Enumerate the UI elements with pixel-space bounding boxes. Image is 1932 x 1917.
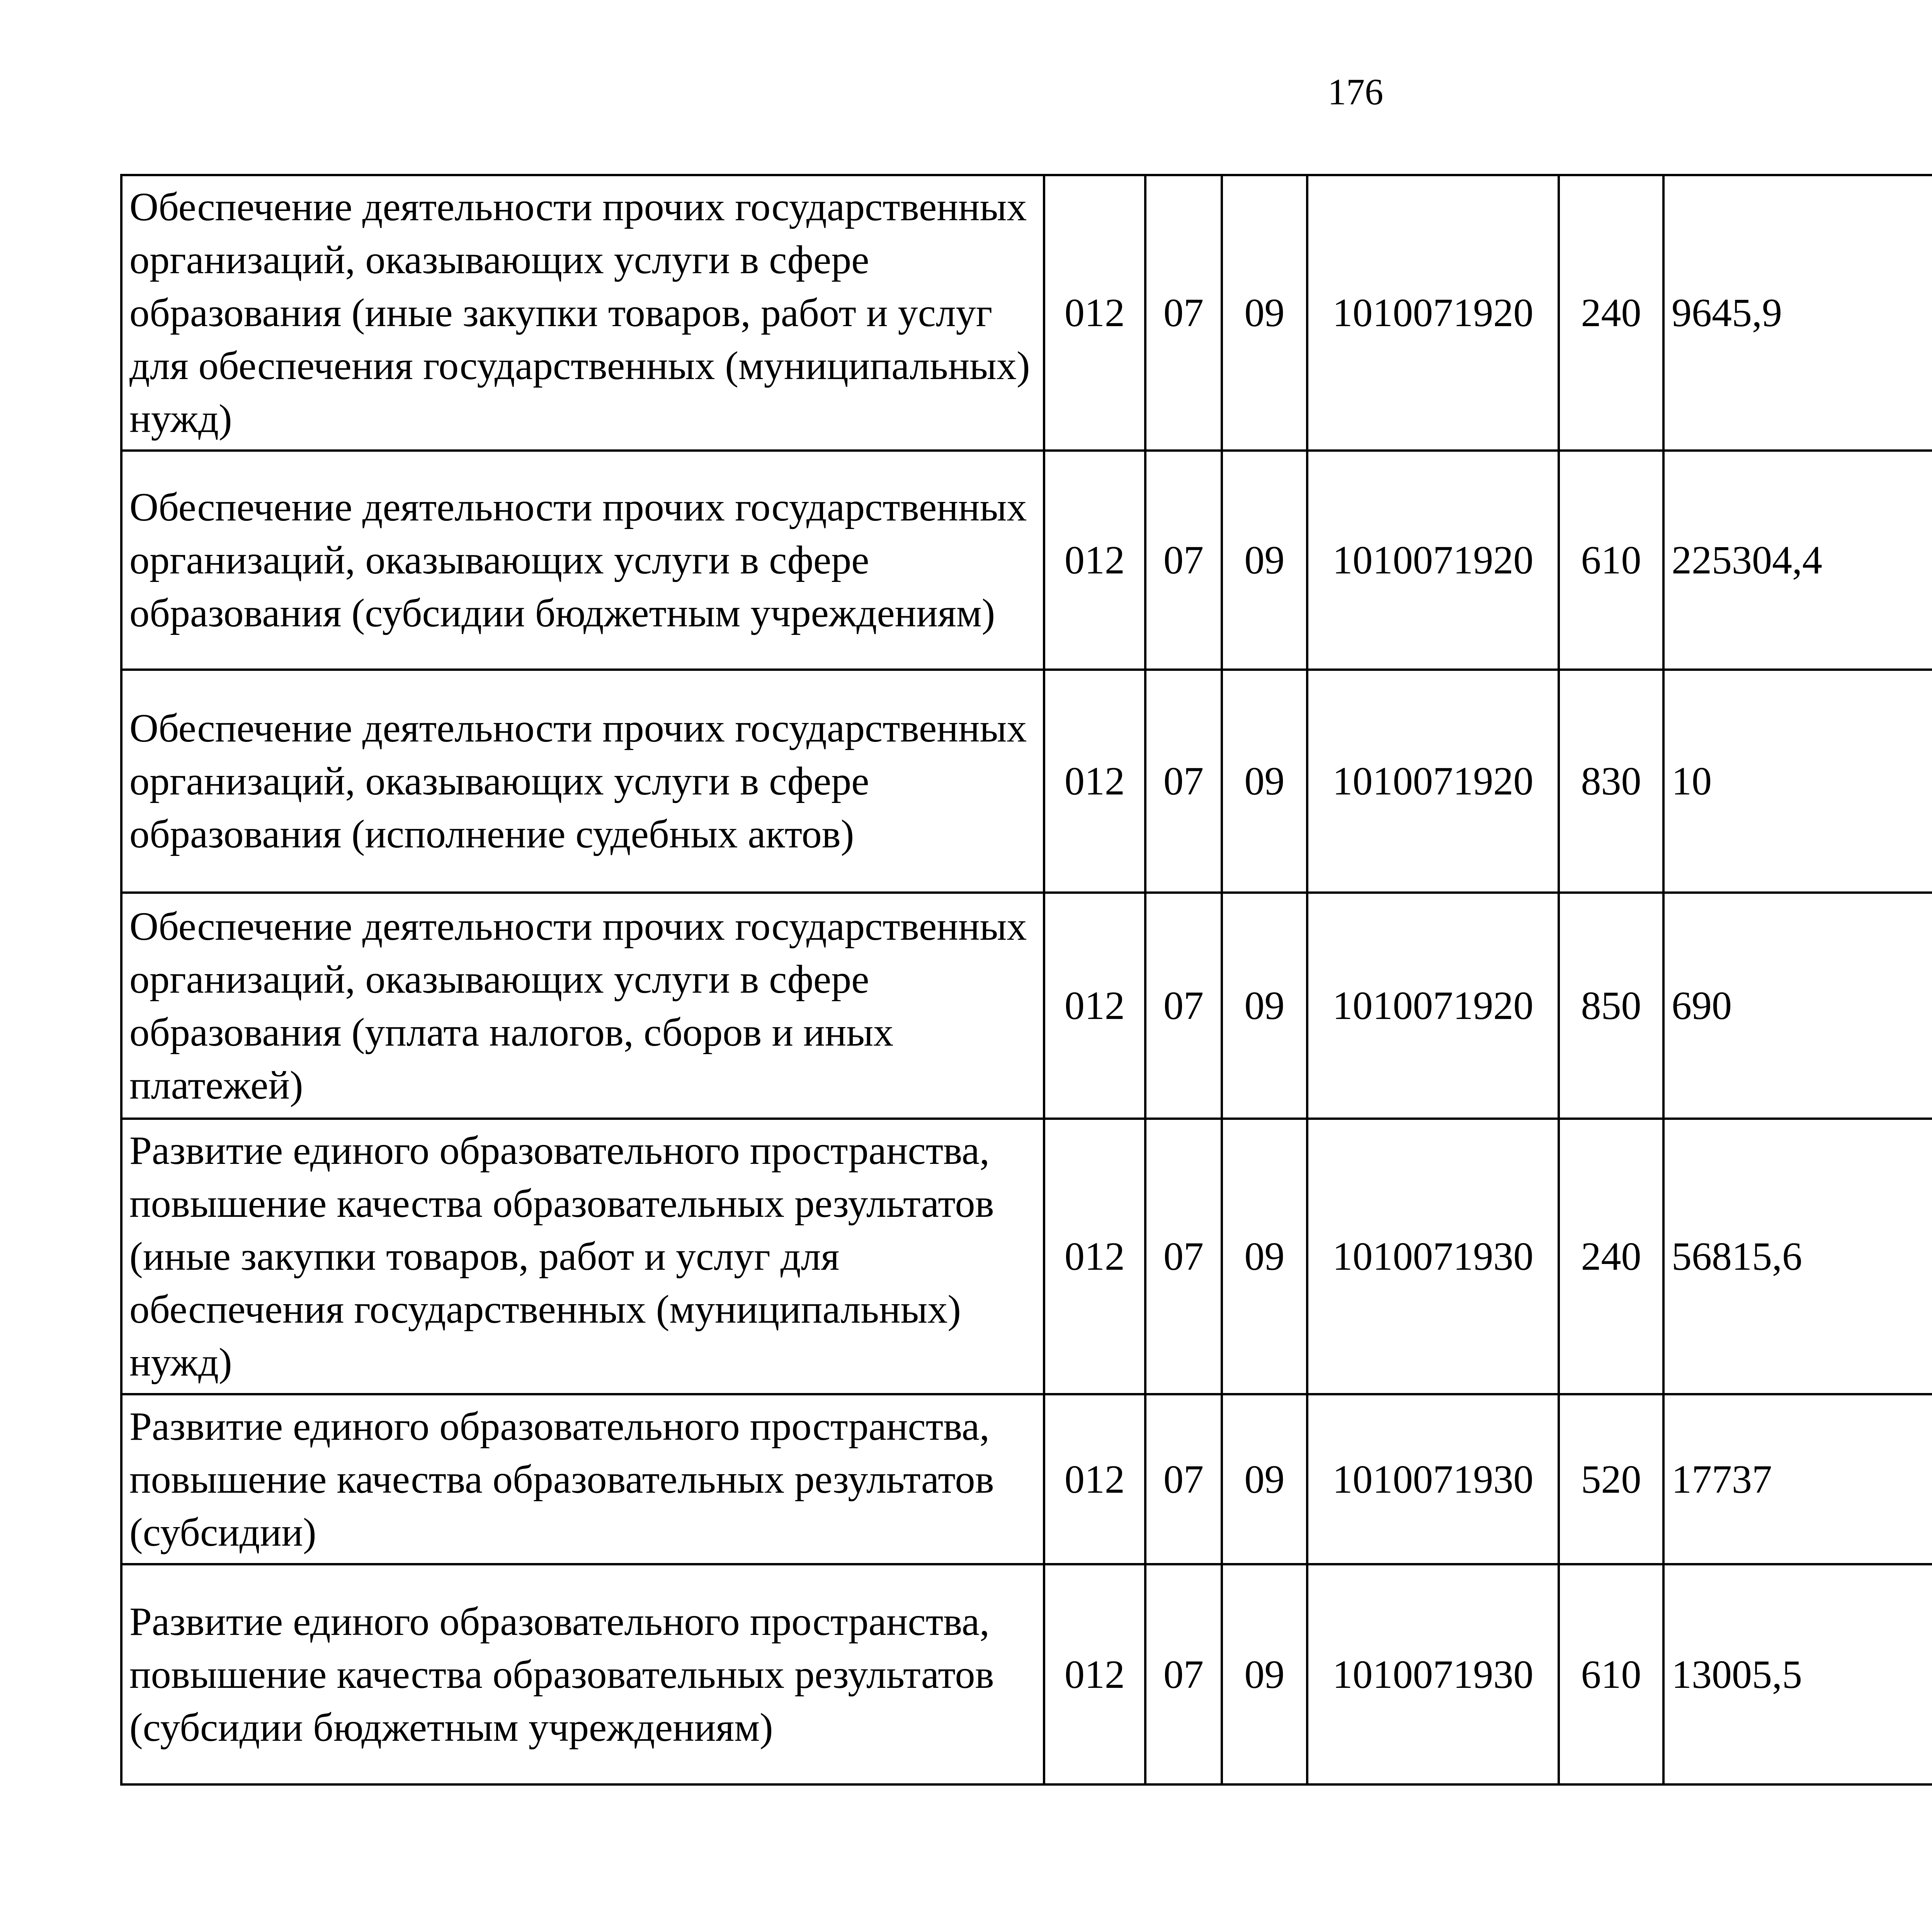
- row-description: Обеспечение деятельности прочих государственных организаций, оказывающих услуги в сфере образования (уплата налогов, сборов и иных платежей): [121, 893, 1044, 1119]
- section-code: 07: [1145, 1394, 1222, 1564]
- expense-type-code: 610: [1559, 1564, 1663, 1784]
- table-row: [121, 1564, 1932, 1784]
- target-item-code: 1010071920: [1307, 893, 1559, 1119]
- section-code: 07: [1145, 893, 1222, 1119]
- section-code: 07: [1145, 1119, 1222, 1394]
- row-description: Развитие единого образовательного пространства, повышение качества образовательных результатов (иные закупки товаров, работ и услуг для обеспечения государственных (муниципальных) нужд): [121, 1119, 1044, 1394]
- table-row: [121, 451, 1932, 670]
- subsection-code: 09: [1222, 670, 1307, 893]
- table-row: [121, 1394, 1932, 1564]
- section-code: 07: [1145, 175, 1222, 451]
- subsection-code: 09: [1222, 451, 1307, 670]
- section-code: 07: [1145, 1564, 1222, 1784]
- table-row: [121, 670, 1932, 893]
- ministry-code: 012: [1044, 893, 1145, 1119]
- subsection-code: 09: [1222, 1119, 1307, 1394]
- subsection-code: 09: [1222, 893, 1307, 1119]
- subsection-code: 09: [1222, 175, 1307, 451]
- budget-table: [120, 174, 1932, 1786]
- expense-type-code: 830: [1559, 670, 1663, 893]
- target-item-code: 1010071920: [1307, 451, 1559, 670]
- table-row: [121, 893, 1932, 1119]
- ministry-code: 012: [1044, 1394, 1145, 1564]
- ministry-code: 012: [1044, 1119, 1145, 1394]
- amount-1: 225304,4: [1663, 451, 1932, 670]
- subsection-code: 09: [1222, 1394, 1307, 1564]
- ministry-code: 012: [1044, 175, 1145, 451]
- ministry-code: 012: [1044, 1564, 1145, 1784]
- ministry-code: 012: [1044, 451, 1145, 670]
- subsection-code: 09: [1222, 1564, 1307, 1784]
- amount-1: 10: [1663, 670, 1932, 893]
- ministry-code: 012: [1044, 670, 1145, 893]
- expense-type-code: 240: [1559, 1119, 1663, 1394]
- row-description: Обеспечение деятельности прочих государственных организаций, оказывающих услуги в сфере образования (субсидии бюджетным учреждениям): [121, 451, 1044, 670]
- row-description: Развитие единого образовательного пространства, повышение качества образовательных результатов (субсидии): [121, 1394, 1044, 1564]
- target-item-code: 1010071920: [1307, 670, 1559, 893]
- table-body: [121, 175, 1932, 1784]
- section-code: 07: [1145, 451, 1222, 670]
- amount-1: 17737: [1663, 1394, 1932, 1564]
- expense-type-code: 610: [1559, 451, 1663, 670]
- section-code: 07: [1145, 670, 1222, 893]
- table-row: [121, 1119, 1932, 1394]
- expense-type-code: 240: [1559, 175, 1663, 451]
- target-item-code: 1010071920: [1307, 175, 1559, 451]
- expense-type-code: 850: [1559, 893, 1663, 1119]
- target-item-code: 1010071930: [1307, 1119, 1559, 1394]
- row-description: Развитие единого образовательного пространства, повышение качества образовательных результатов (субсидии бюджетным учреждениям): [121, 1564, 1044, 1784]
- target-item-code: 1010071930: [1307, 1564, 1559, 1784]
- expense-type-code: 520: [1559, 1394, 1663, 1564]
- amount-1: 9645,9: [1663, 175, 1932, 451]
- row-description: Обеспечение деятельности прочих государственных организаций, оказывающих услуги в сфере образования (исполнение судебных актов): [121, 670, 1044, 893]
- target-item-code: 1010071930: [1307, 1394, 1559, 1564]
- amount-1: 13005,5: [1663, 1564, 1932, 1784]
- amount-1: 690: [1663, 893, 1932, 1119]
- row-description: Обеспечение деятельности прочих государственных организаций, оказывающих услуги в сфере образования (иные закупки товаров, работ и услуг для обеспечения государственных (муниципальных) нужд): [121, 175, 1044, 451]
- table-row: [121, 175, 1932, 451]
- amount-1: 56815,6: [1663, 1119, 1932, 1394]
- page-number: 176: [1328, 71, 1383, 112]
